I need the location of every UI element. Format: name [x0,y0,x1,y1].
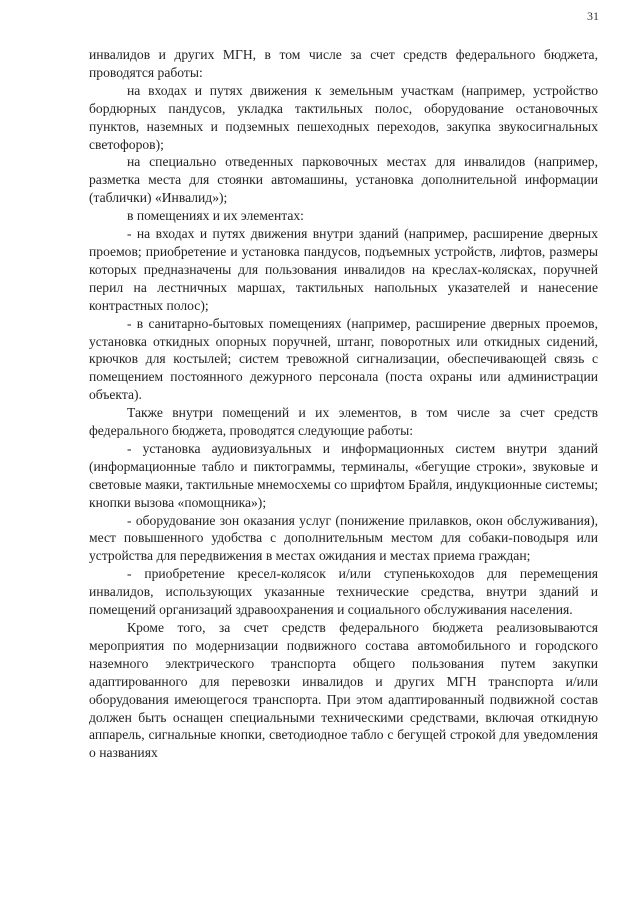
paragraph-5: - на входах и путях движения внутри зданий (например, расширение дверных проемов; приобретение и установка пандусов, подъемных устройств, лифтов, размеры которых предназначены для пользования инвалидов на креслах-колясках, поручней перил на лестничных маршах, тактильных напольных указателей и нанесение контрастных полос); [89,226,598,313]
paragraph-2: на входах и путях движения к земельным участкам (например, устройство бордюрных пандусов, укладка тактильных полос, оборудование остановочных пунктов, наземных и подземных пешеходных переходов, закупка звукосигнальных светофоров); [89,82,598,152]
paragraph-6: - в санитарно-бытовых помещениях (например, расширение дверных проемов, установка откидных опорных поручней, штанг, поворотных или откидных сидений, крючков для костылей; систем тревожной сигнализации, обеспечивающей связь с помещением постоянного дежурного персонала (поста охраны или администрации объекта). [89,315,598,403]
paragraph-1: инвалидов и других МГН, в том числе за счет средств федерального бюджета, проводятся работы: [89,47,598,80]
paragraph-4: в помещениях и их элементах: [127,208,304,224]
paragraph-3: на специально отведенных парковочных местах для инвалидов (например, разметка места для стоянки автомашины, установка дополнительной информации (таблички) «Инвалид»); [89,154,598,206]
paragraph-8: - установка аудиовизуальных и информационных систем внутри зданий (информационные табло и пиктограммы, терминалы, «бегущие строки», звуковые и световые маяки, тактильные мнемосхемы со шрифтом Брайля, индукционные системы; кнопки вызова «помощника»); [89,440,598,510]
paragraph-7: Также внутри помещений и их элементов, в том числе за счет средств федерального бюджета, проводятся следующие работы: [89,405,598,439]
page-number: 31 [587,9,599,23]
paragraph-11: Кроме того, за счет средств федерального бюджета реализовываются мероприятия по модернизации подвижного состава автомобильного и городского наземного электрического транспорта общего пользования путем закупки адаптированного для перевозки инвалидов и других МГН транспорта и/или оборудования имеющегося транспорта. При этом адаптированный подвижной состав должен быть оснащен специальными техническими средствами, включая откидную аппарель, сигнальные кнопки, светодиодное табло с бегущей строкой для уведомления о названиях [89,620,598,761]
paragraph-10: - приобретение кресел-колясок и/или ступенькоходов для перемещения инвалидов, использующих указанные технические средства, внутри зданий и помещений организаций здравоохранения и социального обслуживания населения. [89,566,598,618]
paragraph-9: - оборудование зон оказания услуг (понижение прилавков, окон обслуживания), мест повышенного удобства с дополнительным местом для собаки-поводыря или устройства для передвижения в местах ожидания и местах приема граждан; [89,512,598,564]
body-text [89,46,598,762]
